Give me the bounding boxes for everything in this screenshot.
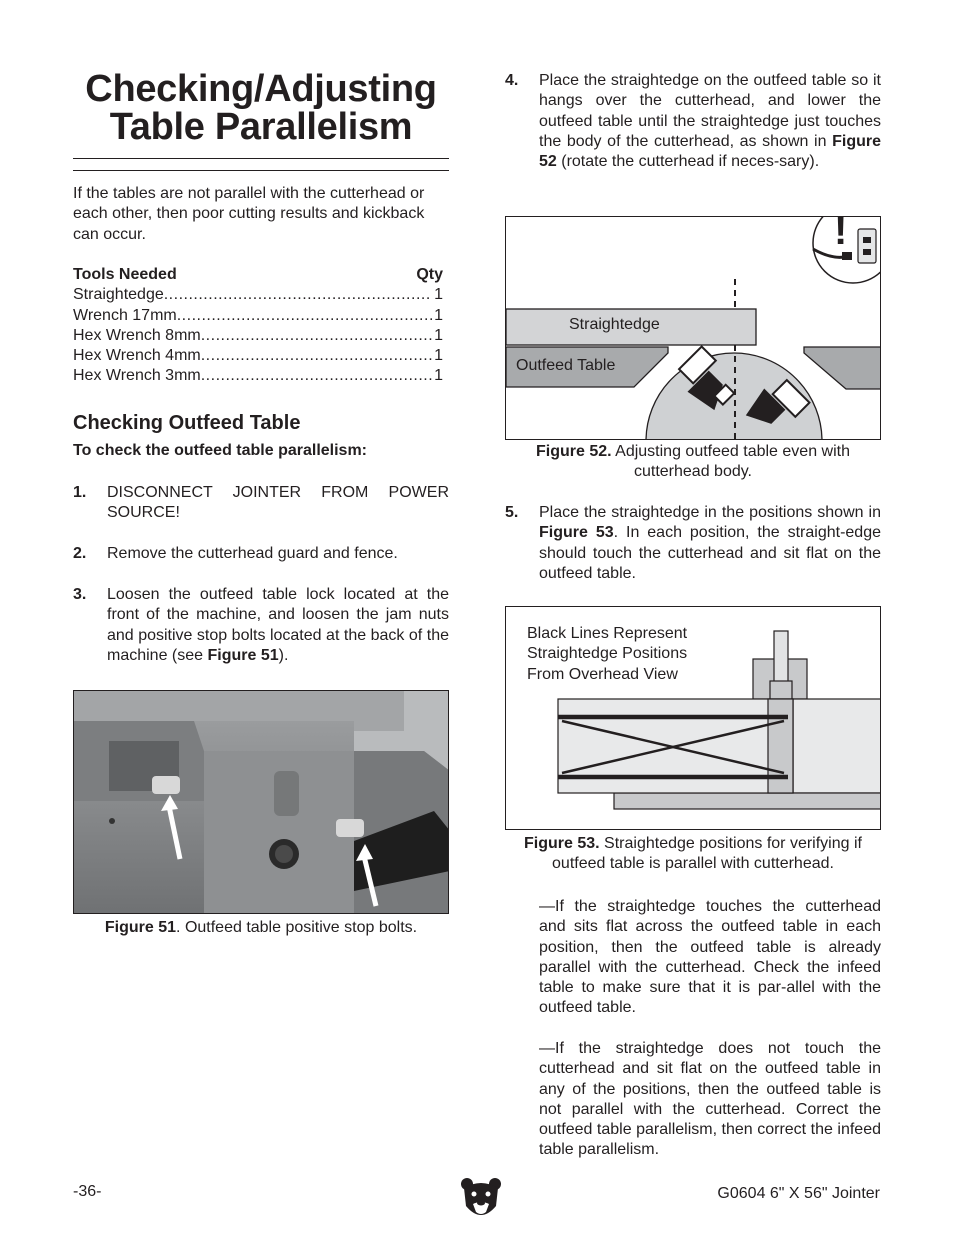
tool-row	[73, 346, 443, 366]
tool-qty: 1	[434, 367, 443, 385]
tool-row	[73, 306, 443, 326]
section-subheading: To check the outfeed table parallelism:	[73, 442, 367, 459]
figure-51-text: . Outfeed table positive stop bolts.	[176, 919, 418, 936]
outfeed-table-label: Outfeed Table	[516, 357, 616, 374]
figure-53-label: Figure 53.	[524, 835, 600, 852]
tool-name: Hex Wrench 4mm	[73, 347, 201, 365]
step-3	[73, 585, 449, 666]
step-number: 3.	[73, 586, 87, 603]
tool-qty: 1	[434, 286, 443, 304]
grizzly-bear-logo-icon	[460, 1176, 502, 1222]
tool-qty: 1	[434, 347, 443, 365]
step-number: 4.	[505, 72, 519, 89]
tool-row	[73, 326, 443, 346]
result-item-parallel: —If the straightedge touches the cutterhead and sits flat across the outfeed table in each position, then the outfeed table is already parallel with the cutterhead. Check the infeed table to make sure that it is par-allel with the outfeed table.	[539, 898, 881, 1017]
tool-qty: 1	[434, 326, 443, 344]
tool-name: Hex Wrench 8mm	[73, 326, 201, 344]
straightedge-label: Straightedge	[569, 316, 660, 333]
step-text: Loosen the outfeed table lock located at the front of the machine, and loosen the jam nuts and positive stop bolts located at the back of the machine (see Figure 51).	[107, 586, 449, 664]
title-rule-bottom	[73, 170, 449, 171]
figure-52-diagram	[505, 216, 881, 440]
step-number: 1.	[73, 484, 87, 501]
page-title-line2: Table Parallelism	[109, 106, 413, 148]
tools-header	[73, 265, 443, 285]
step-5	[505, 503, 881, 584]
tool-name: Hex Wrench 3mm	[73, 367, 201, 385]
cutterhead-diagram	[506, 217, 881, 440]
tools-needed-table	[73, 265, 443, 387]
figure-53-reference[interactable]: Figure 53	[539, 524, 614, 542]
stop-bolt-left-icon	[152, 776, 180, 794]
step-2	[73, 544, 449, 564]
page-title	[73, 70, 449, 146]
figure-52-reference[interactable]: Figure 52	[539, 132, 881, 171]
figure-53-diagram	[505, 606, 881, 830]
figure-51-reference[interactable]: Figure 51	[207, 646, 279, 664]
step-1	[73, 483, 449, 524]
title-rule-top	[73, 158, 449, 159]
step-text: Place the straightedge on the outfeed table so it hangs over the cutterhead, and lower the outfeed table until the straightedge just touches the body of the cutterhead, as shown in Figure 52 (rotate the cutterhead if neces-sary).	[539, 72, 881, 171]
tool-name: Wrench 17mm	[73, 306, 177, 324]
tools-header-qty: Qty	[416, 266, 443, 283]
tool-name: Straightedge	[73, 286, 164, 304]
figure-53-caption	[505, 834, 881, 875]
jointer-base-illustration	[74, 691, 449, 914]
tools-header-name: Tools Needed	[73, 266, 177, 283]
section-heading: Checking Outfeed Table	[73, 412, 301, 434]
result-item-not-parallel: —If the straightedge does not touch the cutterhead and sit flat on the outfeed table in any of the positions, then the outfeed table is not parallel with the cutterhead. Correct the outfeed table parallelism, then correct the infeed table parallelism.	[539, 1040, 881, 1159]
figure-51-caption	[73, 918, 449, 938]
tool-row	[73, 366, 443, 386]
step-text: Place the straightedge in the positions shown in Figure 53. In each position, the straight-edge should touch the cutterhead and sit flat on the outfeed table.	[539, 504, 881, 582]
figure-51-label: Figure 51	[104, 919, 177, 936]
footer-model: G0604 6" X 56" Jointer	[717, 1185, 880, 1202]
tool-row	[73, 285, 443, 305]
step-number: 2.	[73, 545, 87, 562]
page-number: -36-	[73, 1183, 102, 1200]
tool-qty: 1	[434, 306, 443, 324]
step-number: 5.	[505, 504, 519, 521]
step-text: Remove the cutterhead guard and fence.	[107, 545, 398, 562]
figure-51-photo	[73, 690, 449, 914]
figure-52-caption	[505, 442, 881, 483]
page-title-line1: Checking/Adjusting	[85, 68, 437, 110]
step-text: DISCONNECT JOINTER FROM POWER SOURCE!	[107, 484, 449, 522]
figure-52-text: Adjusting outfeed table even with cutterhead body.	[611, 443, 850, 481]
stop-bolt-right-icon	[336, 819, 364, 837]
warning-exclamation: !	[834, 216, 848, 253]
figure-53-note: Black Lines Represent Straightedge Positions From Overhead View	[527, 625, 688, 683]
step-4	[505, 71, 881, 172]
outlet-icon	[858, 229, 876, 263]
figure-53-text: Straightedge positions for verifying if outfeed table is parallel with cutterhead.	[552, 835, 862, 873]
figure-52-label: Figure 52.	[536, 443, 612, 460]
intro-paragraph: If the tables are not parallel with the cutterhead or each other, then poor cutting results and kickback can occur.	[73, 185, 425, 243]
